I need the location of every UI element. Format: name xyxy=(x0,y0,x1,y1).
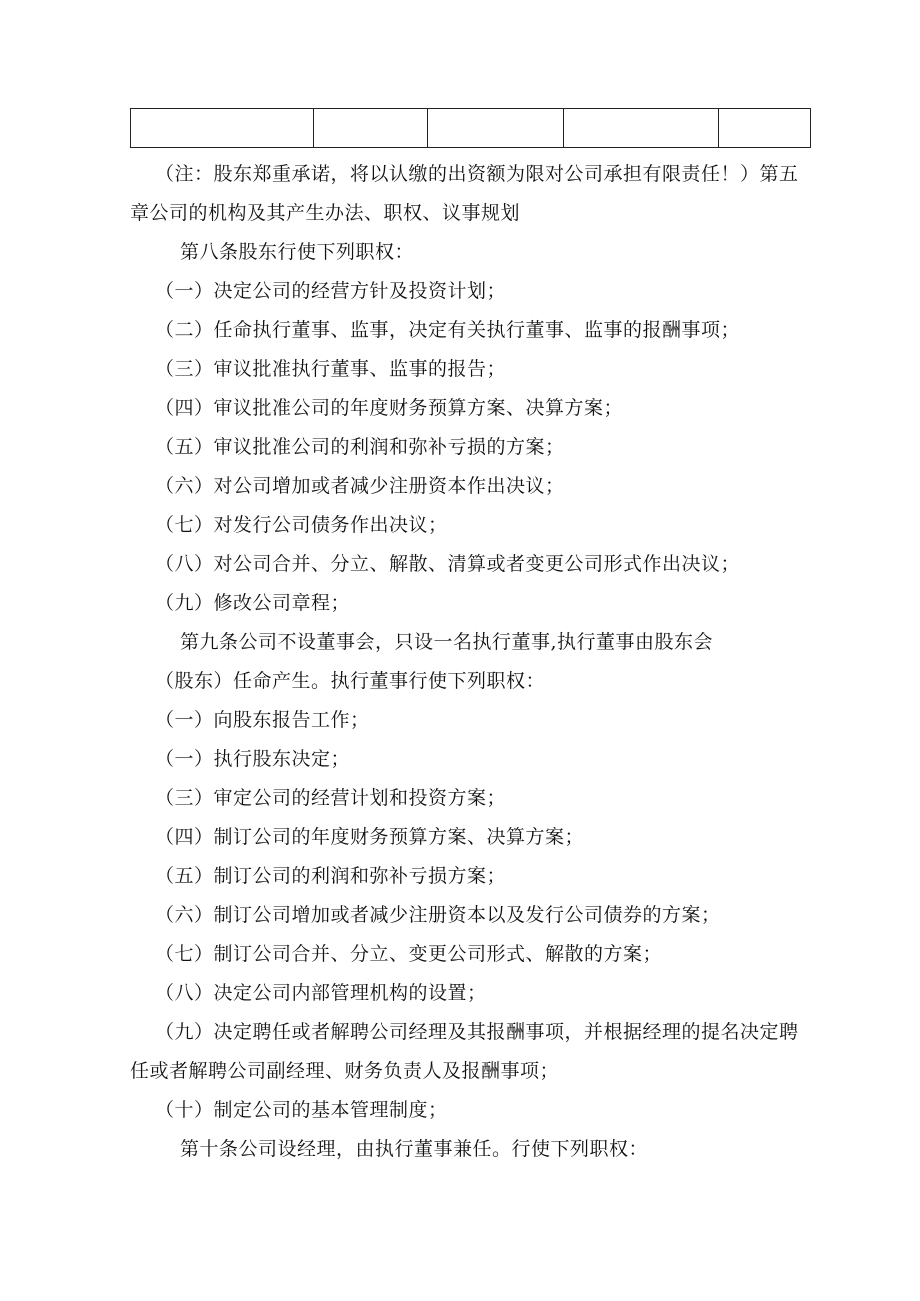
list-item: （一）决定公司的经营方针及投资计划； xyxy=(155,280,507,302)
list-item: （九）修改公司章程； xyxy=(155,592,351,614)
list-item: （七）制订公司合并、分立、变更公司形式、解散的方案； xyxy=(155,943,663,965)
list-item: （九）决定聘任或者解聘公司经理及其报酬事项，并根据经理的提名决定聘 xyxy=(155,1021,799,1043)
list-item: （三）审议批准执行董事、监事的报告； xyxy=(155,358,507,380)
list-item: （四）制订公司的年度财务预算方案、决算方案； xyxy=(155,826,585,848)
list-item: （一）向股东报告工作； xyxy=(155,709,370,731)
table-cell xyxy=(428,109,564,147)
list-item: （三）审定公司的经营计划和投资方案； xyxy=(155,787,507,809)
list-item: （四）审议批准公司的年度财务预算方案、决算方案； xyxy=(155,397,624,419)
list-item: （二）任命执行董事、监事，决定有关执行董事、监事的报酬事项； xyxy=(155,319,741,341)
list-item: （五）审议批准公司的利润和弥补亏损的方案； xyxy=(155,436,565,458)
article-heading: 第九条公司不设董事会，只设一名执行董事,执行董事由股东会 xyxy=(180,631,714,653)
paragraph-line: （股东）任命产生。执行董事行使下列职权： xyxy=(155,670,546,692)
table-cell xyxy=(131,109,314,147)
list-item-continuation: 任或者解聘公司副经理、财务负责人及报酬事项； xyxy=(130,1060,560,1082)
paragraph-line: （注：股东郑重承诺，将以认缴的出资额为限对公司承担有限责任！）第五 xyxy=(155,163,799,185)
list-item: （八）决定公司内部管理机构的设置； xyxy=(155,982,487,1004)
table-cell xyxy=(719,109,810,147)
table-cell xyxy=(564,109,720,147)
list-item: （一）执行股东决定； xyxy=(155,748,351,770)
table-cell xyxy=(314,109,428,147)
shareholder-table xyxy=(130,108,811,148)
paragraph-line: 章公司的机构及其产生办法、职权、议事规划 xyxy=(130,202,521,224)
list-item: （六）制订公司增加或者减少注册资本以及发行公司债券的方案； xyxy=(155,904,721,926)
article-heading: 第八条股东行使下列职权： xyxy=(180,241,415,263)
list-item: （五）制订公司的利润和弥补亏损方案； xyxy=(155,865,507,887)
list-item: （八）对公司合并、分立、解散、清算或者变更公司形式作出决议； xyxy=(155,553,741,575)
article-heading: 第十条公司设经理，由执行董事兼任。行使下列职权： xyxy=(180,1138,649,1160)
list-item: （十）制定公司的基本管理制度； xyxy=(155,1099,448,1121)
list-item: （七）对发行公司债务作出决议； xyxy=(155,514,448,536)
list-item: （六）对公司增加或者减少注册资本作出决议； xyxy=(155,475,565,497)
